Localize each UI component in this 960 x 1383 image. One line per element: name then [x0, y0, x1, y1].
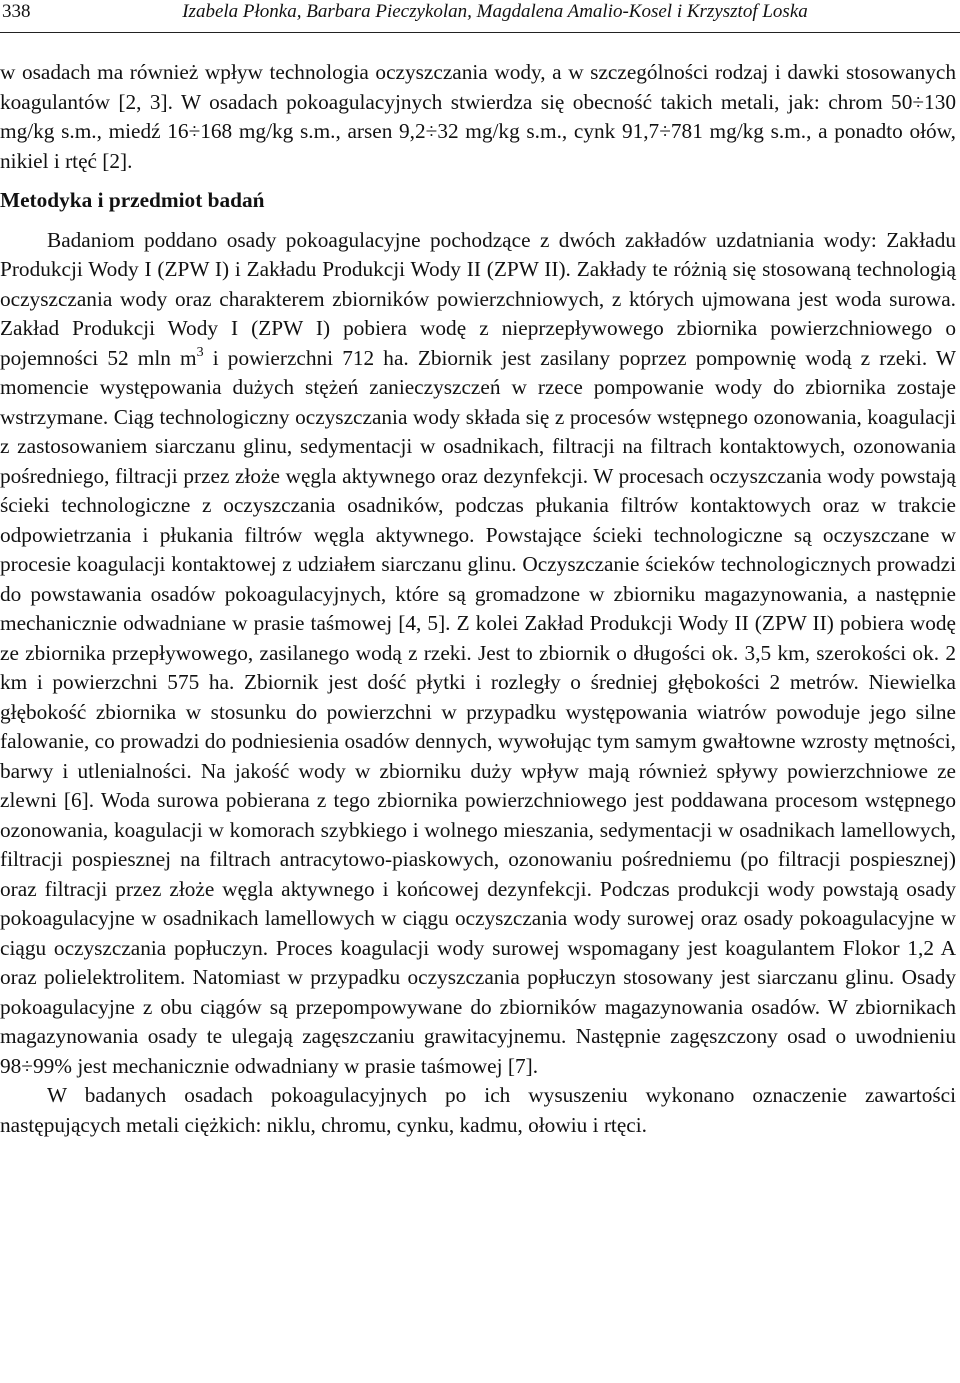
- paragraph-intro: w osadach ma również wpływ technologia oczyszczania wody, a w szczególności rodzaj i dawki stosowanych koagulantów [2, 3]. W osadach pokoagulacyjnych stwierdza się obecność takich metali, jak: chrom 50÷130 mg/kg s.m., miedź 16÷168 mg/kg s.m., arsen 9,2÷32 mg/kg s.m., cynk 91,7÷781 mg/kg s.m., a ponadto ołów, nikiel i rtęć [2].: [0, 60, 956, 173]
- paragraph-methods: [0, 226, 956, 1082]
- paragraph-methods-part-b: i powierzchni 712 ha. Zbiornik jest zasilany poprzez pompownię wodą z rzeki. W momencie występowania dużych stężeń zanieczyszczeń w rzece pompowanie wody do zbiornika zostaje wstrzymane. Ciąg technologiczny oczyszczania wody składa się z procesów wstępnego ozonowania, koagulacji z zastosowaniem siarczanu glinu, sedymentacji w osadnikach, filtracji na filtrach kontaktowych, ozonowania pośredniego, filtracji przez złoże węgla aktywnego oraz dezynfekcji. W procesach oczyszczania wody powstają ścieki technologiczne z oczyszczania osadników, podczas płukania filtrów kontaktowych oraz w trakcie odpowietrzania i płukania filtrów węgla aktywnego. Powstające ścieki technologiczne są oczyszczane w procesie koagulacji kontaktowej z udziałem siarczanu glinu. Oczyszczanie ścieków technologicznych prowadzi do powstawania osadów pokoagulacyjnych, które są gromadzone w zbiorniku magazynowania, a następnie mechanicznie odwadniane w prasie taśmowej [4, 5]. Z kolei Zakład Produkcji Wody II (ZPW II) pobiera wodę ze zbiornika przepływowego, zasilanego wodą z rzeki. Jest to zbiornik o długości ok. 3,5 km, szerokości ok. 2 km i powierzchni 575 ha. Zbiornik jest dość płytki i rozległy o średniej głębokości 2 metrów. Niewielka głębokość zbiornika w stosunku do powierzchni w przypadku występowania wiatrów powoduje jego silne falowanie, co prowadzi do podniesienia osadów dennych, wywołując tym samym gwałtowne wzrosty mętności, barwy i utlenialności. Na jakość wody w zbiorniku duży wpływ mają również spływy powierzchniowe ze zlewni [6]. Woda surowa pobierana z tego zbiornika powierzchniowego jest poddawana procesom wstępnego ozonowania, koagulacji w komorach szybkiego i wolnego mieszania, sedymentacji w osadnikach lamellowych, filtracji pospiesznej na filtrach antracytowo-piaskowych, ozonowaniu pośredniemu (po filtracji pospiesznej) oraz filtracji przez złoże węgla aktywnego i końcowej dezynfekcji. Podczas produkcji wody powstają osady pokoagulacyjne w osadnikach lamellowych w ciągu oczyszczania wody surowej oraz osady pokoagulacyjne w ciągu oczyszczania popłuczyn. Proces koagulacji wody surowej wspomagany jest koagulantem Flokor 1,2 A oraz polielektrolitem. Natomiast w przypadku oczyszczania popłuczyn stosowany jest siarczanu glinu. Osady pokoagulacyjne z obu ciągów są przepompowywane do zbiorników magazynowania osadów. W zbiornikach magazynowania osady te ulegają zagęszczaniu grawitacyjnemu. Następnie zagęszczony osad o uwodnieniu 98÷99% jest mechanicznie odwadniany w prasie taśmowej [7].: [0, 345, 956, 1078]
- body-text: [0, 58, 956, 1140]
- superscript-exponent: 3: [196, 344, 204, 360]
- page-header: [0, 0, 960, 30]
- paragraph-final: W badanych osadach pokoagulacyjnych po ich wysuszeniu wykonano oznaczenie zawartości następujących metali ciężkich: niklu, chromu, cynku, kadmu, ołowiu i rtęci.: [0, 1083, 956, 1137]
- page-number: 338: [2, 1, 31, 22]
- header-rule: [0, 32, 960, 33]
- running-head-authors: Izabela Płonka, Barbara Pieczykolan, Magdalena Amalio-Kosel i Krzysztof Loska: [182, 1, 808, 22]
- paragraph-methods-part-a: Badaniom poddano osady pokoagulacyjne pochodzące z dwóch zakładów uzdatniania wody: Zakładu Produkcji Wody I (ZPW I) i Zakładu Produkcji Wody II (ZPW II). Zakłady te różnią się stosowaną technologią oczyszczania wody oraz charakterem zbiorników powierzchniowych, z których ujmowana jest woda surowa. Zakład Produkcji Wody I (ZPW I) pobiera wodę z nieprzepływowego zbiornika powierzchniowego o pojemności 52 mln m: [0, 227, 956, 370]
- section-heading: Metodyka i przedmiot badań: [0, 188, 265, 212]
